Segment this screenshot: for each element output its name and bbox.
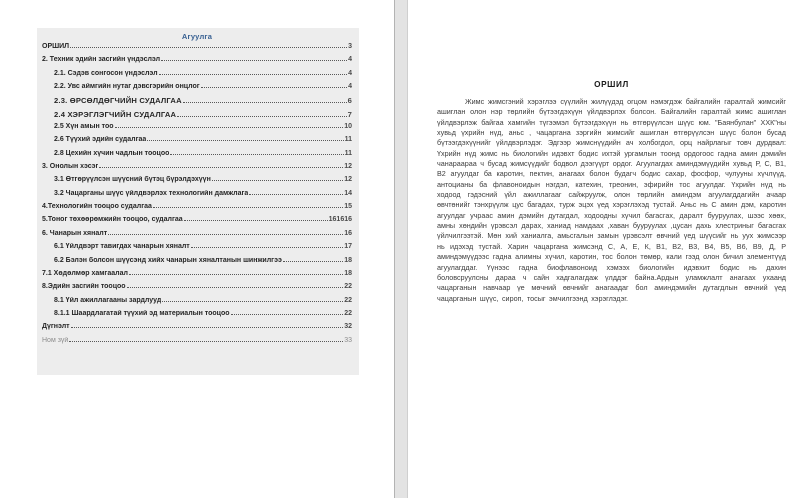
toc-entry[interactable] bbox=[42, 83, 352, 96]
page-separator bbox=[394, 0, 408, 498]
toc-entry-label: 4.Технологийн тооцоо судалгаа bbox=[42, 203, 152, 211]
toc-entry-label: Ном зүй bbox=[42, 336, 69, 344]
toc-entry-label: ОРШИЛ bbox=[42, 43, 70, 50]
toc-page-number: 161616 bbox=[328, 216, 352, 224]
toc-entry-label: 6. Чанарын хяналт bbox=[42, 229, 108, 237]
toc-entry[interactable] bbox=[42, 123, 352, 136]
toc-entry[interactable] bbox=[42, 150, 352, 163]
toc-page-number: 10 bbox=[344, 123, 352, 131]
toc-dot-leader bbox=[71, 327, 344, 328]
toc-entry-label: 8.1 Үйл ажиллагааны зардлууд bbox=[54, 296, 162, 304]
toc-dot-leader bbox=[183, 102, 347, 103]
toc-entry[interactable] bbox=[42, 323, 352, 336]
toc-page-number: 3 bbox=[348, 43, 352, 50]
toc-dot-leader bbox=[147, 140, 343, 141]
toc-page-number: 4 bbox=[348, 69, 352, 77]
toc-entry[interactable] bbox=[42, 43, 352, 56]
toc-dot-leader bbox=[159, 74, 348, 75]
toc-entry-label: 2. Техник эдийн засгийн үндэслэл bbox=[42, 56, 161, 64]
toc-page-number: 22 bbox=[344, 296, 352, 304]
toc-dot-leader bbox=[191, 247, 343, 248]
toc-entry-label: 8.1.1 Шаардлагатай түүхий эд материалын тооцоо bbox=[54, 309, 230, 317]
toc-entry[interactable] bbox=[42, 96, 352, 109]
toc-entry-label: 5.Тоног төхөөрөмжийн тооцоо, судалгаа bbox=[42, 216, 183, 224]
toc-page-number: 11 bbox=[344, 136, 352, 144]
toc-dot-leader bbox=[162, 301, 343, 302]
toc-dot-leader bbox=[231, 314, 344, 315]
toc-entry[interactable] bbox=[42, 163, 352, 176]
toc-entry-label: 7.1 Хөдөлмөр хамгаалал bbox=[42, 269, 128, 277]
toc-page-number: 18 bbox=[344, 269, 352, 277]
toc-entry-label: 2.8 Цехийн хүчин чадлын тооцоо bbox=[54, 149, 170, 157]
toc-entry-label: 6.1 Үйлдвэрт тавигдах чанарын хяналт bbox=[54, 243, 190, 251]
toc-page-number: 12 bbox=[344, 163, 352, 171]
toc-dot-leader bbox=[201, 87, 347, 88]
toc-entry[interactable] bbox=[42, 310, 352, 323]
toc-page-number: 32 bbox=[344, 323, 352, 331]
toc-entry-label: 3.1 Өтгөрүүлсэн шүүсний бүтэц бүрэлдэхүүн bbox=[54, 176, 211, 184]
toc-page-number: 4 bbox=[348, 56, 352, 64]
toc-entry[interactable] bbox=[42, 136, 352, 149]
toc-dot-leader bbox=[99, 167, 343, 168]
toc-entry[interactable] bbox=[42, 110, 352, 123]
toc-entry[interactable] bbox=[42, 56, 352, 69]
toc-entry-label: 2.2. Увс аймгийн нутаг дэвсгэрийн онцлог bbox=[54, 83, 200, 91]
toc-title: Агуулга bbox=[181, 32, 213, 41]
toc-page-number: 11 bbox=[344, 149, 352, 157]
toc-dot-leader bbox=[212, 180, 343, 181]
intro-heading: ОРШИЛ bbox=[594, 80, 629, 89]
toc-dot-leader bbox=[283, 261, 343, 262]
toc-entry-label: 3.2 Чацарганы шүүс үйлдвэрлэх технологийн дамжлага bbox=[54, 189, 249, 197]
toc-entry-label: 8.Эдийн засгийн тооцоо bbox=[42, 283, 126, 291]
toc-page-number: 7 bbox=[347, 109, 352, 119]
toc-dot-leader bbox=[177, 116, 346, 117]
toc-entry[interactable] bbox=[42, 216, 352, 229]
toc-page-number: 6 bbox=[347, 96, 352, 106]
toc-dot-leader bbox=[127, 287, 344, 288]
toc-entry-label: 2.6 Түүхий эдийн судалгаа bbox=[54, 136, 147, 144]
toc-page-number: 22 bbox=[344, 283, 352, 291]
toc-entry-label: 2.5 Хүн амын тоо bbox=[54, 123, 114, 131]
toc-page-number: 14 bbox=[344, 189, 352, 197]
toc-entry-label: Дүгнэлт bbox=[42, 323, 70, 331]
toc-page-number: 15 bbox=[344, 203, 352, 211]
toc-dot-leader bbox=[70, 47, 347, 48]
toc-page-number: 17 bbox=[344, 243, 352, 251]
toc-page-number: 16 bbox=[344, 229, 352, 237]
toc-dot-leader bbox=[161, 60, 347, 61]
intro-paragraph: Жимс жимсгэний хэрэглээ сүүлийн жилүүдэд огцом нэмэгдэж байгалийн гаралтай жимсийг ашиглан олон нэр төрлийн бүтээгдэхүүн үйлдвэрлэх болсон. Байгалийн гаралтай жимс ашиглан үйлдвэрлэж байгаа хамгийн түгээмэл бүтээгдэхүүн нь өтгөрүүлсэн шүүс юм. "Баянбулан" ХХК"ны хувьд үхрийн нүд, аньс , чацаргана зэргийн жимсийг ашиглан өтгөрүүлсэн шүүс болон бусад бүтээгдэхүүнийг үйлдвэрлэдэг. Эдгээр жимснүүдийн ач холбогдол, орц найрлагыг товч дурдвал: Үхрийн нүд жимс нь биологийн идэвхт бодис ихтэй ургамлын тоонд ордогоос гадна амин дэмийн чанараараа ч бусад жимсүүдийг бодвол дээгүүрт ордог. Агуулагдах аминдэмүүдийн хувьд Р, С, В1, В2 агуулдаг ба каротин, пектин, анагаах болон будагч бодис сахар, фосфор, чулууны хүчлүүд, антоцианы ба флавоноидын нэгдэл, катехин, треонин, эфирийн тос агуулдаг. Үхрийн нүд нь ходоод гэдэсний үйл ажиллагааг сайжруулж, олон төрлийн аминдэм агуулагддагийн ачаар өвчтөнийг тэнхрүүлж цус багадах, турж эцэх үед хэрэглэхэд тустай. Аньс нь С амин дэм, каротин агуулдаг учраас амин дэмийн дутагдал, ходоодны хүчил багасгах, даралт бууруулах, шээс хөөх, амны хөндийн үрэвсэл дарах, ханиад намдаах ,хаван бууруулах ,цусан дахь хлестриныг багасгах үйлчилгээтэй. Мөн хий ханиалга, амьсгалын замын үрэвсэлт өвчний үед шүүсийг нь уух жимсээр нь идэхэд тустай. Харин чацаргана жимсэнд С, А, Е, К, В1, В2, В3, В4, В5, В6, В9, Д, Р аминдэмүүдээс гадна алимны хүчил, каротин, тос болон төмөр, кали гээд олон бичил элементүүд агуулагддаг. Үүнээс гадна биофлавоноид хэмээх биологийн идэвхит бодис нь дахин боловсруулсны дараа ч сайн хадгалагдаж үлддэг байна.Ардын уламжлалт анагаах ухаанд чацарганын навчаар үе мөчний өвчнийг анагаадаг бол аминдэмийн дутагдлын өвчний үед чацарганын шүүс, сироп, тосыг эмчилгээнд хэрэглэдэг. bbox=[437, 97, 786, 303]
toc-entry[interactable] bbox=[42, 283, 352, 296]
toc-entry[interactable] bbox=[42, 297, 352, 310]
toc-dot-leader bbox=[153, 207, 343, 208]
toc-entry-label: 2.1. Сэдэв сонгосон үндэслэл bbox=[54, 69, 158, 77]
toc-entry[interactable] bbox=[42, 230, 352, 243]
toc-entry[interactable] bbox=[42, 243, 352, 256]
toc-page-number: 18 bbox=[344, 256, 352, 264]
toc-entry[interactable] bbox=[42, 176, 352, 189]
toc-entry-label: 3. Онолын хэсэг bbox=[42, 163, 99, 171]
toc-dot-leader bbox=[249, 194, 343, 195]
toc-page-number: 4 bbox=[348, 83, 352, 91]
toc-entry-label: 2.3. ӨРСӨЛДӨГЧИЙН СУДАЛГАА bbox=[54, 96, 182, 106]
toc-entry-label: 2.4 ХЭРЭГЛЭГЧИЙН СУДАЛГАА bbox=[54, 109, 177, 119]
toc-dot-leader bbox=[170, 154, 343, 155]
toc-entry[interactable] bbox=[42, 337, 352, 350]
toc-dot-leader bbox=[108, 234, 343, 235]
toc-page-number: 12 bbox=[344, 176, 352, 184]
toc-page-number: 22 bbox=[344, 309, 352, 317]
toc-entry[interactable] bbox=[42, 203, 352, 216]
toc-entry[interactable] bbox=[42, 257, 352, 270]
toc-entry-label: 6.2 Бэлэн болсон шүүсэнд хийх чанарын хяналтанын шинжилгээ bbox=[54, 256, 282, 264]
toc-entry[interactable] bbox=[42, 270, 352, 283]
toc-dot-leader bbox=[69, 341, 343, 342]
toc-dot-leader bbox=[115, 127, 344, 128]
toc-dot-leader bbox=[184, 220, 328, 221]
toc-page-number: 33 bbox=[344, 336, 352, 344]
table-of-contents bbox=[37, 28, 359, 375]
page-1 bbox=[0, 0, 394, 498]
toc-entry[interactable] bbox=[42, 70, 352, 83]
toc-dot-leader bbox=[129, 274, 343, 275]
toc-entry[interactable] bbox=[42, 190, 352, 203]
page-2 bbox=[408, 0, 798, 498]
